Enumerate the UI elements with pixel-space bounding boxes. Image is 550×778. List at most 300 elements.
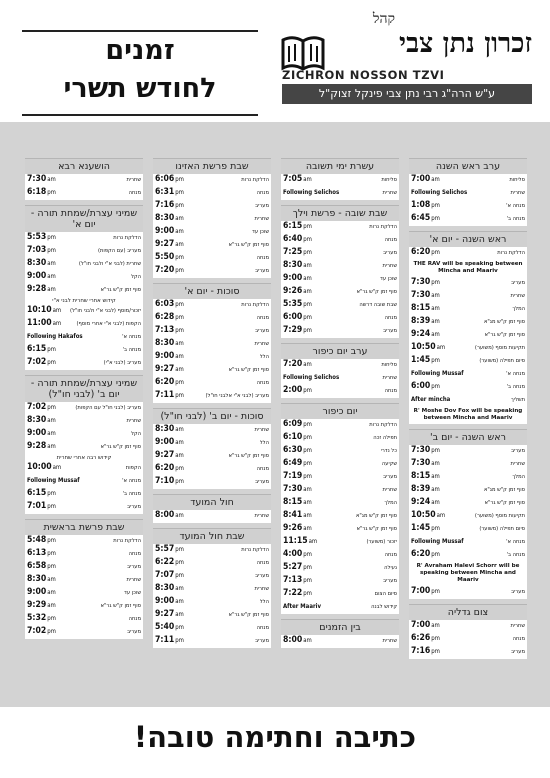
prayer-label: סוף זמן ק"ש גר"א: [484, 500, 525, 506]
schedule-card: [25, 158, 143, 200]
time-value: [283, 471, 312, 481]
schedule-row: [25, 600, 143, 613]
time-digits: 7:13: [283, 575, 303, 585]
time-ampm: am: [303, 525, 312, 532]
time-digits: 6:00: [411, 381, 431, 391]
time-ampm: pm: [431, 447, 440, 454]
time-value: [155, 557, 184, 567]
time-digits: 7:02: [27, 357, 47, 367]
time-value: [283, 432, 312, 442]
time-note: Following Mussaf: [27, 477, 80, 484]
time-digits: 10:10: [27, 305, 52, 315]
time-digits: 6:26: [411, 633, 431, 643]
time-ampm: am: [47, 260, 56, 267]
time-ampm: am: [303, 288, 312, 295]
time-digits: 8:15: [283, 497, 303, 507]
prayer-label: הדלקת נרות: [369, 422, 397, 428]
time-value: [155, 239, 184, 249]
shul-name-english: ZICHRON NOSSON TZVI: [282, 68, 445, 82]
card-title: חול המועד: [153, 494, 271, 510]
schedule-row: [409, 523, 527, 536]
time-value: [27, 626, 56, 636]
time-value: [27, 357, 56, 367]
time-digits: 6:15: [27, 488, 47, 498]
time-ampm: am: [303, 512, 312, 519]
time-value: [155, 450, 184, 460]
prayer-label: מנחה: [256, 255, 269, 261]
schedule-card: [153, 158, 271, 278]
prayer-label: הדלקת נרות: [241, 177, 269, 183]
time-ampm: pm: [303, 473, 312, 480]
time-value: [27, 305, 61, 315]
time-digits: 7:00: [411, 620, 431, 630]
time-ampm: pm: [175, 301, 184, 308]
time-digits: 6:30: [283, 445, 303, 455]
time-digits: 8:30: [27, 258, 47, 268]
schedule-row: [409, 646, 527, 659]
prayer-label: מנחה: [128, 190, 141, 196]
time-digits: 7:30: [411, 290, 431, 300]
time-value: [27, 475, 80, 485]
schedule-row: [409, 394, 527, 407]
time-value: [155, 570, 184, 580]
prayer-label: מנחה א': [506, 371, 525, 377]
time-ampm: am: [52, 464, 62, 471]
time-ampm: pm: [303, 249, 312, 256]
time-value: [155, 635, 184, 645]
time-digits: 9:00: [27, 271, 47, 281]
prayer-label: מעריב: [127, 504, 141, 510]
time-value: [27, 587, 56, 597]
time-digits: 11:15: [283, 536, 308, 546]
time-digits: 9:00: [155, 226, 175, 236]
time-value: [411, 213, 440, 223]
time-ampm: am: [303, 262, 312, 269]
schedule-row: [153, 239, 271, 252]
time-ampm: am: [47, 273, 56, 280]
time-value: [155, 609, 184, 619]
schedule-row: [409, 316, 527, 329]
time-ampm: am: [175, 585, 184, 592]
prayer-label: הלל: [259, 440, 269, 446]
schedule-row: [25, 613, 143, 626]
prayer-label: מנחה ב': [506, 216, 525, 222]
time-value: [283, 174, 312, 184]
card-title: בין הזמנים: [281, 619, 399, 635]
time-value: [411, 355, 440, 365]
time-ampm: pm: [431, 383, 440, 390]
schedule-row: [25, 258, 143, 271]
time-digits: 7:00: [411, 586, 431, 596]
schedule-row: [153, 583, 271, 596]
time-value: [411, 471, 440, 481]
schedule-row: [153, 622, 271, 635]
time-ampm: pm: [303, 223, 312, 230]
page-title-line2: לחודש תשרי: [63, 73, 217, 104]
time-value: [411, 277, 440, 287]
time-digits: 10:00: [27, 462, 52, 472]
time-value: [155, 338, 184, 348]
time-ampm: am: [431, 486, 440, 493]
time-value: [155, 476, 184, 486]
schedule-card: [153, 283, 271, 403]
time-ampm: am: [303, 176, 312, 183]
schedule-row: [281, 359, 399, 372]
schedule-row: [281, 510, 399, 523]
time-ampm: am: [175, 439, 184, 446]
prayer-label: שחרית: [126, 418, 141, 424]
time-digits: 7:16: [411, 646, 431, 656]
time-ampm: am: [175, 611, 184, 618]
time-ampm: pm: [431, 357, 440, 364]
prayer-label: מעריב: [255, 268, 269, 274]
time-value: [411, 174, 440, 184]
schedule-row: [25, 535, 143, 548]
prayer-label: מעריב (לבני א"י): [103, 360, 141, 366]
schedule-row: [25, 232, 143, 245]
time-note: After Maariv: [283, 603, 321, 610]
schedule-row: [153, 476, 271, 489]
time-value: [411, 497, 440, 507]
schedule-row: [25, 245, 143, 258]
schedule-row: [281, 260, 399, 273]
time-digits: 7:20: [155, 265, 175, 275]
schedule-card: [281, 205, 399, 338]
time-value: [27, 613, 56, 623]
time-digits: 9:28: [27, 284, 47, 294]
schedule-row: [281, 601, 399, 614]
time-value: [411, 458, 440, 468]
time-ampm: am: [47, 443, 56, 450]
time-ampm: pm: [303, 447, 312, 454]
schedule-row: [281, 523, 399, 536]
prayer-label: מעריב: [511, 448, 525, 454]
prayer-label: מנחה: [384, 388, 397, 394]
prayer-label: סוף זמן ק"ש מג"א: [483, 487, 525, 493]
time-note: Following Selichos: [411, 189, 468, 196]
schedule-row: [409, 329, 527, 342]
time-value: [411, 646, 440, 656]
schedule-row: [281, 445, 399, 458]
schedule-row: [153, 364, 271, 377]
time-digits: 9:24: [411, 329, 431, 339]
time-digits: 7:01: [27, 501, 47, 511]
time-digits: 8:00: [283, 635, 303, 645]
time-digits: 6:20: [155, 463, 175, 473]
time-digits: 1:45: [411, 355, 431, 365]
prayer-label: הדלקת נרות: [497, 250, 525, 256]
prayer-label: הדלקת נרות: [113, 235, 141, 241]
time-ampm: pm: [175, 327, 184, 334]
time-ampm: am: [175, 340, 184, 347]
time-ampm: pm: [47, 346, 56, 353]
prayer-label: סיום תפילה (משוער): [479, 526, 525, 532]
time-digits: 6:22: [155, 557, 175, 567]
time-ampm: pm: [47, 404, 56, 411]
prayer-label: סוף זמן ק"ש גר"א: [228, 453, 269, 459]
time-digits: 1:45: [411, 523, 431, 533]
prayer-label: הלל: [259, 599, 269, 605]
time-ampm: pm: [303, 236, 312, 243]
time-note: Following Selichos: [283, 374, 340, 381]
time-value: [27, 271, 56, 281]
schedule-row: [281, 385, 399, 398]
time-digits: 7:00: [411, 174, 431, 184]
schedule-row: [409, 536, 527, 549]
prayer-label: מעריב: [255, 479, 269, 485]
card-title: עשרת ימי תשובה: [281, 158, 399, 174]
prayer-label: מעריב: [255, 203, 269, 209]
schedule-row: [153, 213, 271, 226]
card-title: צום גדליה: [409, 604, 527, 620]
time-value: [411, 394, 450, 404]
prayer-label: הלל: [259, 354, 269, 360]
schedule-card: [153, 528, 271, 648]
prayer-label: מנחה: [384, 552, 397, 558]
prayer-label: סוף זמן ק"ש גר"א: [484, 332, 525, 338]
time-value: [155, 390, 184, 400]
time-ampm: am: [47, 576, 56, 583]
schedule-row: [281, 234, 399, 247]
time-value: [155, 364, 184, 374]
schedule-row: [153, 252, 271, 265]
prayer-label: נעילה: [384, 565, 397, 571]
prayer-label: הקל: [130, 431, 141, 437]
time-ampm: am: [175, 598, 184, 605]
prayer-label: מעריב (לבני חו"ל עם הקפות): [75, 405, 141, 411]
time-digits: 9:27: [155, 609, 175, 619]
prayer-label: מעריב: [383, 328, 397, 334]
schedule-row: [25, 441, 143, 454]
time-ampm: am: [47, 286, 56, 293]
time-value: [27, 245, 56, 255]
time-digits: 8:15: [411, 471, 431, 481]
time-value: [283, 458, 312, 468]
time-value: [283, 549, 312, 559]
time-value: [411, 187, 467, 197]
prayer-label: מנחה: [384, 315, 397, 321]
schedule-row: [153, 596, 271, 609]
time-value: [155, 174, 184, 184]
schedule-row: [281, 432, 399, 445]
schedule-card: [409, 158, 527, 226]
time-ampm: pm: [303, 564, 312, 571]
prayer-label: שחרית: [254, 341, 269, 347]
schedule-row: [25, 284, 143, 297]
time-value: [27, 488, 56, 498]
schedule-row: [281, 458, 399, 471]
schedule-row: [25, 318, 143, 331]
schedule-row: [153, 187, 271, 200]
time-value: [27, 501, 56, 511]
time-ampm: pm: [431, 635, 440, 642]
prayer-label: סליחות: [381, 362, 397, 368]
time-digits: 9:24: [411, 497, 431, 507]
time-value: [283, 445, 312, 455]
time-digits: 7:29: [283, 325, 303, 335]
time-value: [155, 544, 184, 554]
time-ampm: am: [303, 637, 312, 644]
prayer-label: המלך: [384, 500, 397, 506]
time-digits: 8:00: [155, 510, 175, 520]
time-ampm: am: [308, 538, 318, 545]
time-ampm: pm: [175, 572, 184, 579]
schedule-row: [153, 174, 271, 187]
time-ampm: pm: [47, 503, 56, 510]
schedule-row: [409, 549, 527, 562]
time-digits: 7:07: [155, 570, 175, 580]
schedule-row: [153, 390, 271, 403]
time-value: [411, 484, 440, 494]
prayer-label: שחרית (לבני א"י ולבני חו"ל): [78, 261, 141, 267]
prayer-label: מעריב: [383, 250, 397, 256]
time-digits: 6:31: [155, 187, 175, 197]
prayer-label: מעריב (לבני א"י אלבני חו"ל): [205, 393, 269, 399]
prayer-label: כל נדרי: [380, 448, 397, 454]
time-value: [155, 226, 184, 236]
time-value: [283, 385, 312, 395]
prayer-label: תשליך: [511, 397, 525, 403]
time-value: [27, 441, 56, 451]
prayer-label: מנחה: [256, 625, 269, 631]
time-value: [283, 484, 312, 494]
time-ampm: pm: [303, 590, 312, 597]
time-digits: 6:06: [155, 174, 175, 184]
schedule-row: [25, 344, 143, 357]
time-ampm: pm: [175, 254, 184, 261]
prayer-label: סוף זמן ק"ש גר"א: [356, 289, 397, 295]
time-value: [155, 424, 184, 434]
time-ampm: am: [303, 486, 312, 493]
prayer-label: המלך: [512, 474, 525, 480]
schedule-row: [409, 445, 527, 458]
time-digits: 7:11: [155, 635, 175, 645]
prayer-label: מעריב: [511, 649, 525, 655]
time-note: After mincha: [411, 396, 451, 403]
prayer-label: מנחה ב': [122, 347, 141, 353]
time-ampm: am: [52, 320, 62, 327]
time-digits: 7:25: [283, 247, 303, 257]
schedule-row: [409, 187, 527, 200]
time-value: [155, 583, 184, 593]
time-value: [155, 265, 184, 275]
schedule-row: [153, 338, 271, 351]
time-ampm: pm: [175, 176, 184, 183]
time-ampm: pm: [303, 460, 312, 467]
time-ampm: am: [47, 602, 56, 609]
prayer-label: המלך: [512, 306, 525, 312]
time-ampm: am: [431, 318, 440, 325]
time-digits: 9:26: [283, 286, 303, 296]
time-ampm: pm: [303, 301, 312, 308]
schedule-row: [25, 428, 143, 441]
time-digits: 7:02: [27, 626, 47, 636]
schedule-row: [153, 609, 271, 622]
time-value: [155, 187, 184, 197]
schedule-row: [25, 402, 143, 415]
time-digits: 10:50: [411, 510, 436, 520]
time-digits: 7:10: [155, 476, 175, 486]
time-digits: 2:00: [283, 385, 303, 395]
prayer-label: מנחה: [512, 636, 525, 642]
time-ampm: pm: [431, 279, 440, 286]
time-ampm: pm: [175, 624, 184, 631]
time-digits: 6:40: [283, 234, 303, 244]
prayer-label: שחרית: [382, 190, 397, 196]
prayer-label: סוף זמן ק"ש גר"א: [100, 444, 141, 450]
time-ampm: pm: [47, 490, 56, 497]
header: [0, 0, 550, 122]
time-value: [283, 247, 312, 257]
schedule-row: [25, 462, 143, 475]
schedule-row: [25, 174, 143, 187]
time-digits: 9:00: [155, 596, 175, 606]
schedule-row: [409, 497, 527, 510]
time-digits: 7:19: [283, 471, 303, 481]
prayer-label: מנחה א': [506, 539, 525, 545]
time-ampm: am: [175, 228, 184, 235]
schedule-card: [281, 158, 399, 200]
time-value: [27, 462, 61, 472]
time-ampm: am: [175, 426, 184, 433]
schedule-row: [281, 174, 399, 187]
time-value: [155, 252, 184, 262]
time-digits: 8:30: [27, 415, 47, 425]
prayer-label: הקפות: [125, 465, 141, 471]
schedule-row: [153, 351, 271, 364]
schedule-card: [25, 519, 143, 639]
prayer-label: מנחה: [128, 616, 141, 622]
time-digits: 6:15: [283, 221, 303, 231]
card-subnote: קידוש אחרי שחרית לבני א"י: [52, 298, 116, 304]
time-value: [283, 562, 312, 572]
schedule-row: [281, 549, 399, 562]
time-ampm: pm: [175, 478, 184, 485]
speaker-note: R' Moshe Dov Fox will be speaking between Mincha and Maariv: [413, 408, 523, 421]
schedule-row: [409, 368, 527, 381]
time-digits: 7:16: [155, 200, 175, 210]
time-value: [27, 428, 56, 438]
schedule-row: [25, 574, 143, 587]
time-digits: 9:00: [155, 351, 175, 361]
shul-name-hebrew: זכרון נתן צבי: [399, 28, 532, 59]
schedule-row: [281, 187, 399, 200]
time-digits: 8:39: [411, 316, 431, 326]
time-value: [411, 329, 440, 339]
open-book-icon: [280, 34, 326, 72]
time-ampm: am: [436, 344, 446, 351]
time-value: [27, 344, 56, 354]
time-value: [27, 187, 56, 197]
time-digits: 7:22: [283, 588, 303, 598]
time-value: [283, 260, 312, 270]
time-digits: 9:27: [155, 239, 175, 249]
prayer-label: הדלקת נרות: [241, 302, 269, 308]
time-value: [411, 200, 440, 210]
prayer-label: מנחה א': [122, 334, 141, 340]
time-value: [27, 415, 56, 425]
prayer-label: הקל: [130, 274, 141, 280]
time-value: [411, 247, 440, 257]
schedule-row: [153, 299, 271, 312]
time-digits: 6:45: [411, 213, 431, 223]
schedule-row: [409, 342, 527, 355]
time-ampm: pm: [175, 392, 184, 399]
prayer-label: מנחה ב': [506, 552, 525, 558]
time-ampm: am: [431, 176, 440, 183]
time-value: [283, 312, 312, 322]
time-ampm: pm: [175, 314, 184, 321]
